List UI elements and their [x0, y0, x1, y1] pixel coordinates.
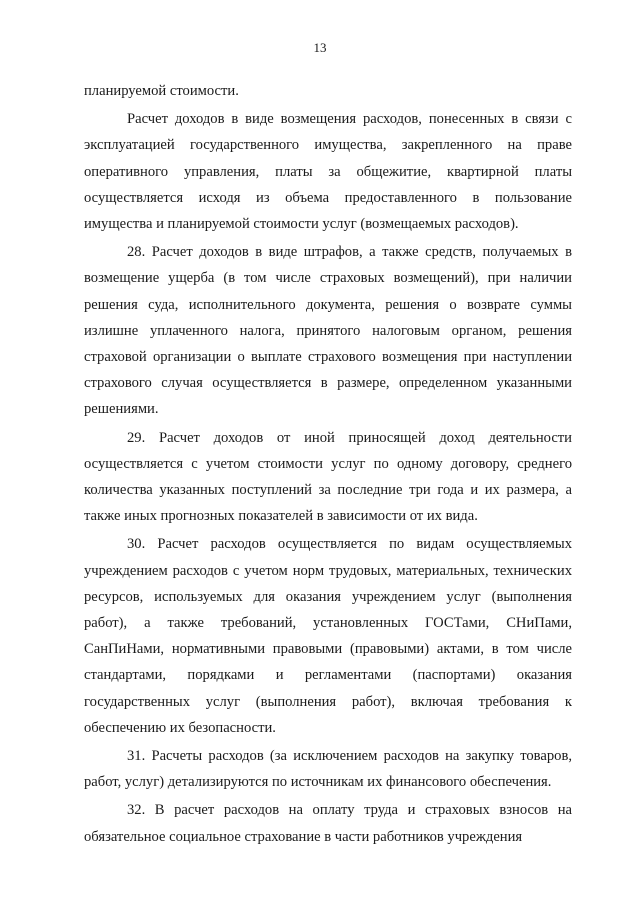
- paragraph-income-reimbursement: Расчет доходов в виде возмещения расходов, понесенных в связи с эксплуатацией государственного имущества, закрепленного на праве оперативного управления, платы за общежитие, квартирной платы осуществляется исходя из объема предоставленного в пользование имущества и планируемой стоимости услуг (возмещаемых расходов).: [84, 111, 572, 233]
- paragraph-continuation: планируемой стоимости.: [84, 83, 239, 99]
- paragraph-32: 32. В расчет расходов на оплату труда и страховых взносов на обязательное социальное страхование в части работников учреждения: [84, 802, 572, 845]
- paragraph-30: 30. Расчет расходов осуществляется по видам осуществляемых учреждением расходов с учетом норм трудовых, материальных, технических ресурсов, используемых для оказания учреждением услуг (выполнения работ), а также требований, установленных ГОСТами, СНиПами, СанПиНами, нормативными правовыми (правовыми) актами, в том числе стандартами, порядками и регламентами (паспортами) оказания государственных услуг (выполнения работ), включая требования к обеспечению их безопасности.: [84, 536, 572, 736]
- page-number: 13: [313, 40, 327, 55]
- paragraph-31: 31. Расчеты расходов (за исключением расходов на закупку товаров, работ, услуг) детализируются по источникам их финансового обеспечения.: [84, 748, 572, 791]
- paragraph-28: 28. Расчет доходов в виде штрафов, а также средств, получаемых в возмещение ущерба (в том числе страховых возмещений), при наличии решения суда, исполнительного документа, решения о возврате суммы излишне уплаченного налога, принятого налоговым органом, решения страховой организации о выплате страхового возмещения при наступлении страхового случая осуществляется в размере, определенном указанными решениями.: [84, 244, 572, 418]
- paragraph-29: 29. Расчет доходов от иной приносящей доход деятельности осуществляется с учетом стоимости услуг по одному договору, среднего количества указанных поступлений за последние три года и их размера, а также иных прогнозных показателей в зависимости от их вида.: [84, 429, 572, 525]
- document-body: [84, 78, 572, 850]
